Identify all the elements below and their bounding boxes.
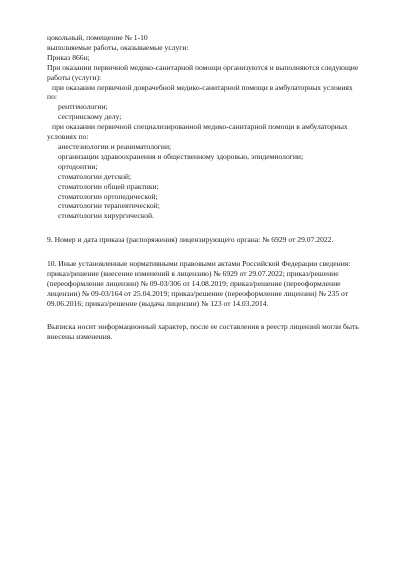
service-item: стоматологии терапевтической; — [58, 201, 160, 211]
service-item: рентгенологии; — [58, 102, 108, 112]
other-info-section — [47, 259, 392, 309]
specialized-care-heading-cont: условиях по: — [47, 132, 89, 142]
primary-care-intro: При оказании первичной медико-санитарной помощи организуются и выполняются следующие — [47, 62, 359, 72]
works-heading: выполняемые работы, оказываемые услуги: — [47, 42, 189, 52]
service-item: организации здравоохранения и общественному здоровью, эпидемиологии; — [58, 151, 304, 161]
disclaimer-line: внесены изменения. — [47, 331, 113, 341]
other-info-line: (переоформление лицензии) № 09-03/306 от 14.08.2019; приказ/решение (переоформление — [47, 278, 341, 288]
service-item: ортодонтии; — [58, 161, 98, 171]
service-item: стоматологии хирургической. — [58, 211, 154, 221]
primary-care-intro-cont: работы (услуги): — [47, 72, 102, 82]
other-info-line: 09.06.2016; приказ/решение (выдача лицензии) № 123 от 14.03.2014. — [47, 298, 269, 308]
prehospital-care-heading-cont: по: — [47, 92, 57, 102]
premises-line: цокольный, помещение № 1-10 — [47, 33, 148, 42]
disclaimer-line: Выписка носит информационный характер, после ее составления в реестр лицензий могли быть — [47, 321, 359, 331]
order-number-section — [47, 235, 392, 245]
service-item: стоматологии общей практики; — [58, 181, 159, 191]
prehospital-care-heading: при оказании первичной доврачебной медико-санитарной помощи в амбулаторных условиях — [52, 82, 353, 92]
service-item: стоматологии ортопедической; — [58, 191, 158, 201]
document-body — [47, 33, 392, 341]
order-number-text: 9. Номер и дата приказа (распоряжения) лицензирующего органа: № 6929 от 29.07.2022. — [47, 235, 334, 245]
other-info-line: приказ/решение (внесение изменений в лицензию) № 6929 от 29.07.2022; приказ/решение — [47, 269, 339, 279]
licensed-activities-section — [47, 33, 392, 221]
service-item: стоматологии детской; — [58, 171, 132, 181]
service-item: сестринскому делу; — [58, 112, 122, 122]
other-info-line: лицензии) № 09-03/164 от 25.04.2019; приказ/решение (переоформление лицензии) № 235 от — [47, 288, 349, 298]
service-item: анестезиологии и реаниматологии; — [58, 141, 172, 151]
order-ref: Приказ 866н; — [47, 52, 90, 62]
disclaimer-section — [47, 322, 392, 342]
specialized-care-heading: при оказании первичной специализированной медико-санитарной помощи в амбулаторных — [52, 122, 348, 132]
other-info-line: 10. Иные установленные нормативными правовыми актами Российской Федерации сведения: — [47, 259, 351, 269]
